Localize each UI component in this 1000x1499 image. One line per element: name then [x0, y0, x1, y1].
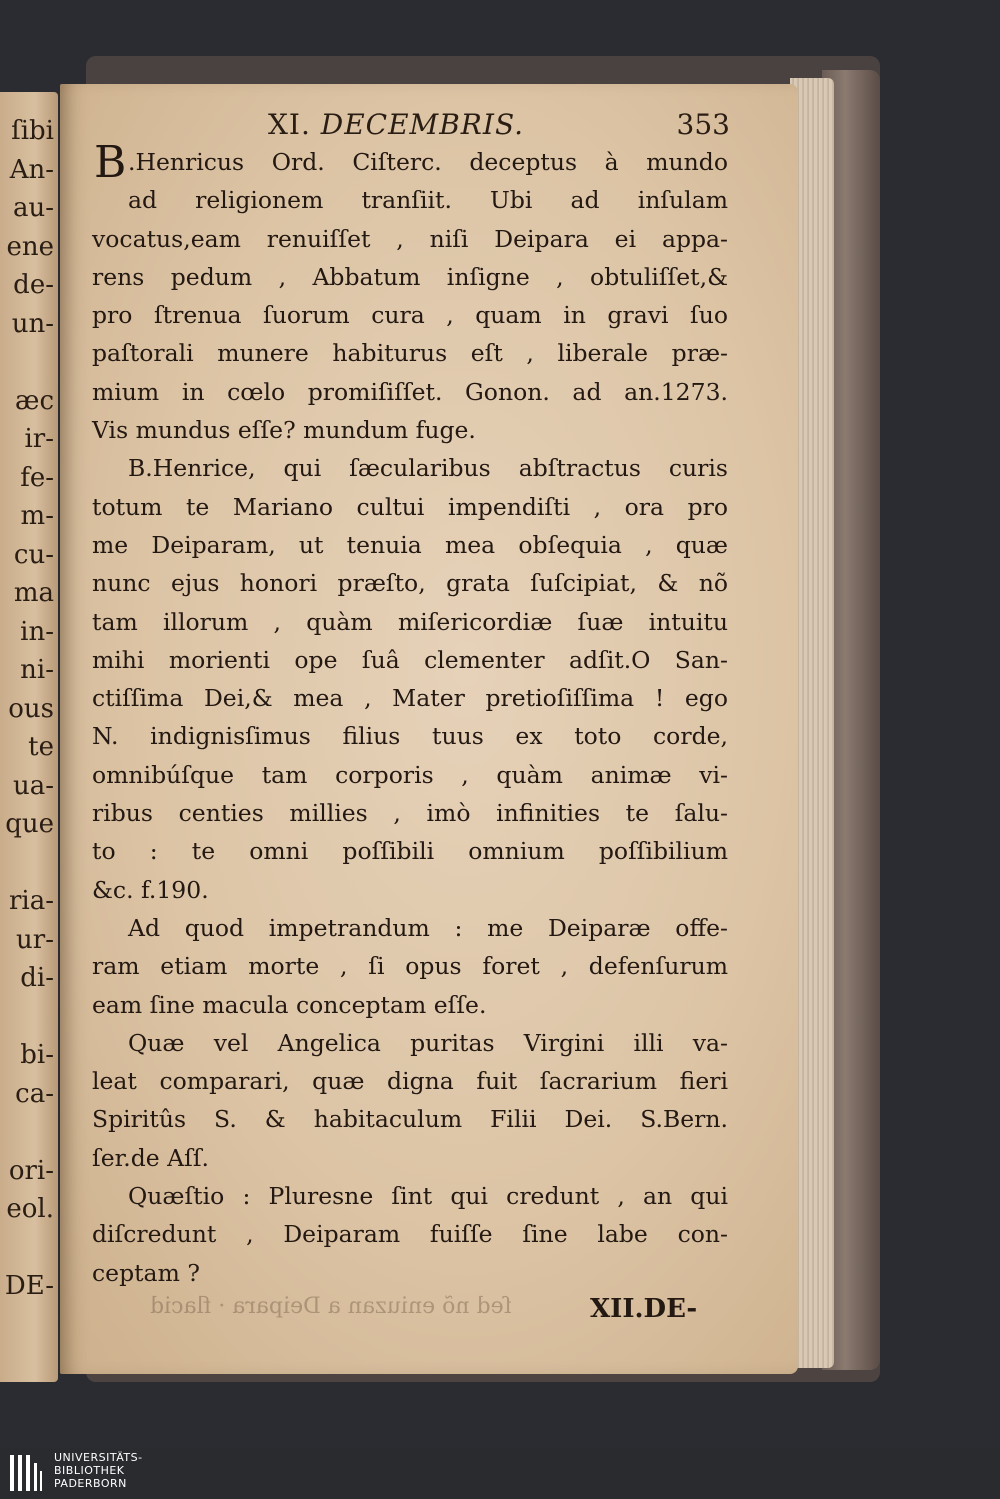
title-month-day: XI. — [268, 108, 321, 141]
text-line: mihi morienti ope ſuâ clementer adſit.O San- — [92, 645, 728, 674]
text-line: totum te Mariano cultui impendiſti , ora pro — [92, 492, 728, 521]
library-name-line2: BIBLIOTHEK — [54, 1464, 125, 1477]
text-line: Ad quod impetrandum : me Deiparæ offe- — [128, 913, 728, 942]
left-page-fragment: ene — [6, 231, 54, 262]
text-line: .Henricus Ord. Ciſterc. deceptus à mundo — [128, 148, 728, 176]
left-page-fragment: ria- — [8, 886, 54, 916]
left-page-fragment — [0, 343, 58, 382]
left-page-fragment: de- — [13, 270, 54, 300]
text-line: diſcredunt , Deiparam fuiſſe ſine labe con- — [92, 1220, 728, 1249]
left-page-fragment: ous — [8, 693, 54, 724]
left-page-fragment: cu- — [13, 539, 54, 570]
left-page-fragment: An- — [9, 154, 54, 185]
left-page-fragment: ir- — [24, 424, 54, 454]
text-line: tam illorum , quàm miſericordiæ ſuæ intuitu — [92, 607, 728, 636]
text-line: to : te omni poſſibili omnium poſſibilium — [92, 837, 728, 866]
text-line: Vis mundus eſſe? mundum fuge. — [92, 416, 476, 445]
text-line: ctiſſima Dei,& mea , Mater pretioſiſſima ! ego — [92, 684, 728, 713]
text-line: ram etiam morte , ſi opus foret , defenſurum — [92, 952, 728, 981]
left-page-fragment: di- — [20, 963, 54, 993]
show-through-text: ſed nõ eniuzan a Deipara · flacid — [150, 1294, 512, 1319]
text-line: paſtorali munere habiturus eſt , liberale præ- — [92, 339, 728, 368]
initial-letter: B — [94, 137, 127, 188]
text-line: Quæſtio : Pluresne ſint qui credunt , an qui — [128, 1182, 728, 1211]
text-line: leat comparari, quæ digna fuit ſacrarium fieri — [92, 1067, 728, 1096]
left-page-fragment: DE- — [4, 1271, 54, 1301]
left-page — [0, 92, 58, 1382]
text-line: N. indignisſimus filius tuus ex toto corde, — [92, 722, 728, 751]
left-page-fragment: fe- — [20, 462, 54, 493]
left-page-fragment — [0, 1113, 58, 1152]
left-page-fragment: au- — [12, 193, 54, 223]
left-page-fragment: ori- — [8, 1155, 54, 1186]
text-line: eam ſine macula conceptam eſſe. — [92, 990, 487, 1019]
left-page-fragment: m- — [20, 501, 54, 531]
left-page-fragment — [0, 998, 58, 1037]
text-line: ceptam ? — [92, 1258, 200, 1287]
left-page-fragment: bi- — [20, 1040, 54, 1070]
left-page-fragment: te — [28, 732, 54, 762]
catchword: XII.DE- — [590, 1294, 698, 1324]
left-page-fragment: ma — [13, 578, 54, 608]
text-line: B.Henrice, qui ſæcularibus abſtractus curis — [128, 454, 728, 483]
left-page-fragment: ni- — [20, 655, 54, 685]
text-line: ſer.de Aſſ. — [92, 1143, 209, 1172]
text-line: pro ſtrenua ſuorum cura , quam in gravi ſuo — [92, 301, 728, 330]
left-page-fragment: ua- — [12, 770, 54, 801]
left-page-fragment: ur- — [16, 924, 54, 955]
left-page-fragment: ſibi — [11, 116, 54, 146]
left-page-fragment: un- — [11, 308, 54, 339]
text-line: &c. f.190. — [92, 875, 209, 904]
left-page-text-fragments — [0, 112, 58, 1306]
library-logo-icon — [8, 1453, 48, 1493]
text-line: omnibúſque tam corporis , quàm animæ vi- — [92, 760, 728, 789]
body-text — [92, 137, 728, 1292]
text-line: vocatus,eam renuiſſet , niſi Deipara ei appa- — [92, 224, 728, 253]
left-page-fragment — [0, 844, 58, 883]
library-name — [54, 1451, 143, 1490]
text-line: Spiritûs S. & habitaculum Filii Dei. S.Bern. — [92, 1105, 728, 1134]
left-page-fragment — [0, 1229, 58, 1268]
title-month: DECEMBRIS. — [320, 108, 525, 141]
left-page-fragment: in- — [20, 616, 54, 647]
text-line: rens pedum , Abbatum inſigne , obtuliſſet,& — [92, 262, 728, 291]
left-page-fragment: que — [5, 809, 54, 839]
library-name-line1: UNIVERSITÄTS- — [54, 1451, 143, 1464]
left-page-fragment: æc — [15, 385, 54, 416]
text-line: Quæ vel Angelica puritas Virgini illi va- — [128, 1028, 728, 1057]
page-number: 353 — [676, 108, 730, 141]
left-page-fragment: eol. — [6, 1194, 54, 1224]
library-footer — [0, 1448, 1000, 1499]
text-line: ad religionem tranſiit. Ubi ad inſulam — [128, 186, 728, 215]
left-page-fragment: ca- — [15, 1078, 54, 1109]
library-name-line3: PADERBORN — [54, 1477, 127, 1490]
text-line: nunc ejus honori præſto, grata ſuſcipiat, & nõ — [92, 569, 728, 598]
text-line: ribus centies millies , imò infinities te ſalu- — [92, 799, 728, 828]
text-line: mium in cœlo promiſiſſet. Gonon. ad an.1273. — [92, 377, 728, 406]
running-header — [210, 108, 730, 148]
running-title — [268, 108, 524, 141]
text-line: me Deiparam, ut tenuia mea obſequia , quæ — [92, 530, 728, 559]
